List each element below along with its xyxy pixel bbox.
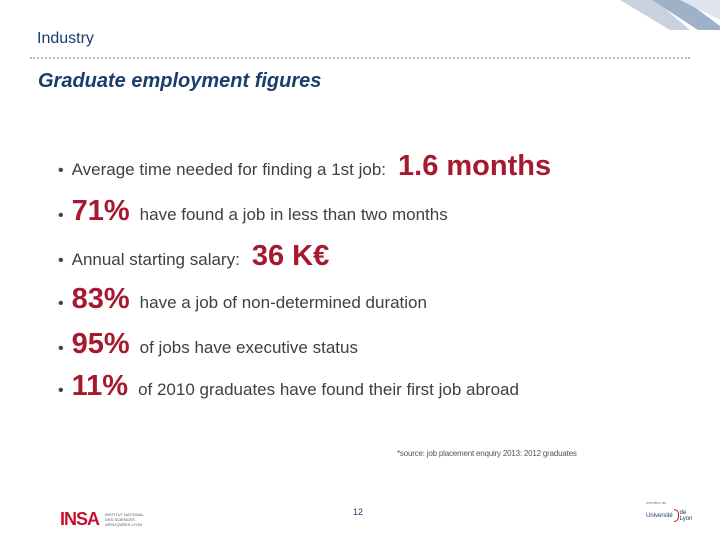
university-logo-wordmark	[646, 509, 696, 522]
bullet-item	[58, 195, 448, 228]
bullet-item	[58, 328, 358, 361]
university-logo-small: membre de	[646, 500, 667, 505]
university-logo-left: Université	[646, 512, 673, 519]
bullet-dot: •	[58, 340, 64, 357]
bullet-item	[58, 370, 519, 403]
bullet-dot: •	[58, 382, 64, 399]
section-label: Industry	[37, 30, 94, 47]
bullet-item	[58, 240, 329, 273]
insa-logo-word: INSA	[60, 509, 100, 529]
bullet-dot: •	[58, 295, 64, 312]
insa-logo-subtext: INSTITUT NATIONAL DES SCIENCES APPLIQUÉES LYON	[105, 512, 144, 527]
bullet-highlight: 36 K€	[251, 240, 330, 272]
page-number: 12	[353, 507, 364, 517]
bullet-highlight: 71%	[71, 195, 130, 227]
source-note: *source: job placement enquiry 2013: 2012 graduates	[397, 449, 577, 458]
bullet-dot: •	[58, 252, 64, 269]
bullet-text: Average time needed for finding a 1st job:	[71, 160, 387, 179]
university-logo-mark-icon	[674, 509, 679, 522]
university-logo-right: de Lyon	[679, 509, 693, 522]
slide-title: Graduate employment figures	[38, 70, 322, 92]
bullet-item	[58, 150, 551, 183]
bullet-text: have a job of non-determined duration	[139, 293, 427, 312]
bullet-text: Annual starting salary:	[71, 250, 240, 269]
bullet-text: of jobs have executive status	[139, 338, 358, 357]
bullet-highlight: 95%	[71, 328, 130, 360]
university-logo	[646, 500, 696, 522]
bullet-text: of 2010 graduates have found their first job abroad	[138, 380, 519, 399]
header-divider	[30, 57, 690, 59]
bullet-highlight: 83%	[71, 283, 130, 315]
bullet-item	[58, 283, 427, 316]
bullet-dot: •	[58, 207, 64, 224]
insa-logo	[60, 509, 145, 530]
corner-decoration	[580, 0, 720, 30]
bullet-highlight: 1.6 months	[398, 150, 552, 182]
bullet-dot: •	[58, 162, 64, 179]
bullet-text: have found a job in less than two months	[139, 205, 448, 224]
bullet-highlight: 11%	[71, 370, 129, 402]
